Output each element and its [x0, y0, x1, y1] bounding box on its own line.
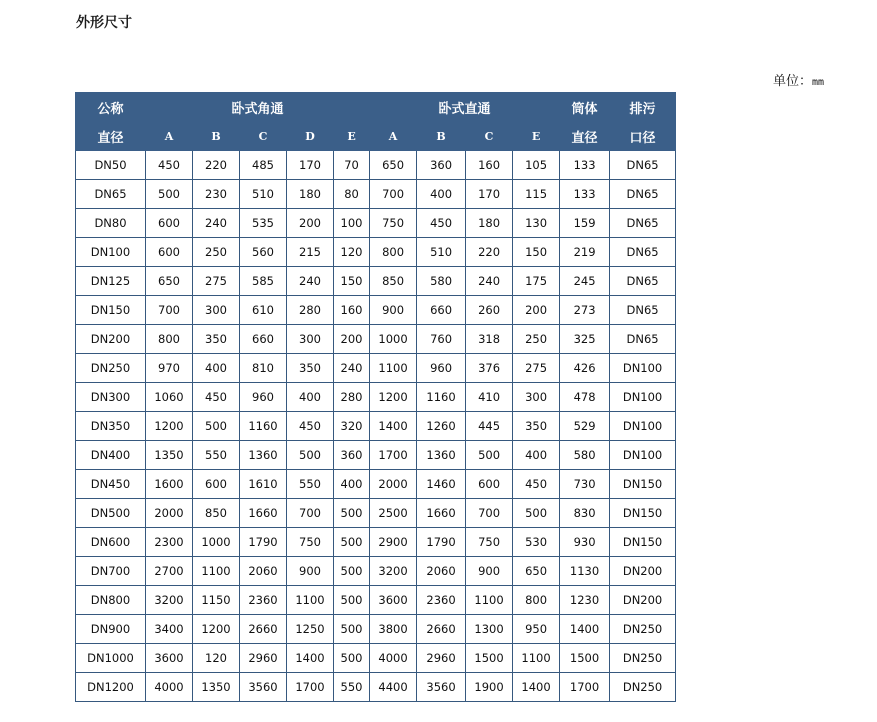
table-cell: 200 — [334, 325, 370, 354]
table-row — [76, 557, 676, 586]
table-cell: 450 — [287, 412, 334, 441]
table-cell: 900 — [466, 557, 513, 586]
table-cell: DN400 — [76, 441, 146, 470]
table-cell: 80 — [334, 180, 370, 209]
table-cell: 1400 — [287, 644, 334, 673]
table-cell: DN1000 — [76, 644, 146, 673]
table-cell: 160 — [334, 296, 370, 325]
table-cell: 550 — [287, 470, 334, 499]
table-cell: 2000 — [370, 470, 417, 499]
unit-label — [773, 70, 824, 89]
table-cell: 250 — [513, 325, 560, 354]
table-cell: DN100 — [610, 412, 676, 441]
table-cell: 2960 — [417, 644, 466, 673]
table-cell: 150 — [513, 238, 560, 267]
header-group-angle: 卧式角通 — [146, 93, 370, 122]
table-cell: 500 — [334, 586, 370, 615]
table-cell: 1160 — [417, 383, 466, 412]
table-cell: DN350 — [76, 412, 146, 441]
table-cell: 485 — [240, 151, 287, 180]
table-cell: 275 — [513, 354, 560, 383]
table-cell: 426 — [560, 354, 610, 383]
table-cell: 1260 — [417, 412, 466, 441]
header-barrel-diameter: 直径 — [560, 122, 610, 151]
table-cell: 660 — [240, 325, 287, 354]
table-cell: DN150 — [610, 528, 676, 557]
table-cell: 800 — [513, 586, 560, 615]
table-cell: 400 — [417, 180, 466, 209]
table-cell: 220 — [193, 151, 240, 180]
table-cell: 1200 — [146, 412, 193, 441]
table-cell: 273 — [560, 296, 610, 325]
table-row — [76, 325, 676, 354]
table-header — [76, 93, 676, 151]
table-cell: DN65 — [610, 267, 676, 296]
table-cell: 3800 — [370, 615, 417, 644]
dimension-table — [75, 92, 676, 702]
table-cell: DN50 — [76, 151, 146, 180]
table-cell: 2660 — [240, 615, 287, 644]
table-cell: 660 — [417, 296, 466, 325]
table-cell: 100 — [334, 209, 370, 238]
table-cell: 300 — [513, 383, 560, 412]
table-cell: 700 — [466, 499, 513, 528]
table-cell: 240 — [193, 209, 240, 238]
table-cell: 500 — [146, 180, 193, 209]
table-cell: DN65 — [610, 325, 676, 354]
table-cell: DN150 — [610, 499, 676, 528]
table-cell: 750 — [287, 528, 334, 557]
table-cell: 400 — [513, 441, 560, 470]
table-cell: 1600 — [146, 470, 193, 499]
table-cell: 500 — [334, 615, 370, 644]
table-cell: 1000 — [370, 325, 417, 354]
table-row — [76, 180, 676, 209]
table-row — [76, 296, 676, 325]
table-row — [76, 528, 676, 557]
table-cell: 215 — [287, 238, 334, 267]
table-cell: 700 — [146, 296, 193, 325]
table-cell: 1100 — [287, 586, 334, 615]
table-cell: 3200 — [146, 586, 193, 615]
table-cell: 70 — [334, 151, 370, 180]
table-cell: 1350 — [193, 673, 240, 702]
table-cell: 250 — [193, 238, 240, 267]
table-cell: 600 — [466, 470, 513, 499]
table-cell: 275 — [193, 267, 240, 296]
table-cell: 1900 — [466, 673, 513, 702]
table-cell: 133 — [560, 151, 610, 180]
table-cell: 220 — [466, 238, 513, 267]
table-cell: DN65 — [610, 238, 676, 267]
table-cell: 1460 — [417, 470, 466, 499]
table-cell: 750 — [370, 209, 417, 238]
table-cell: 1130 — [560, 557, 610, 586]
table-cell: 2360 — [240, 586, 287, 615]
table-cell: 410 — [466, 383, 513, 412]
table-cell: DN100 — [610, 441, 676, 470]
table-row — [76, 470, 676, 499]
table-row — [76, 238, 676, 267]
table-cell: 2360 — [417, 586, 466, 615]
table-row — [76, 267, 676, 296]
unit-label-text: 单位： — [773, 74, 813, 89]
table-cell: 560 — [240, 238, 287, 267]
table-row — [76, 499, 676, 528]
table-cell: 115 — [513, 180, 560, 209]
table-cell: 2000 — [146, 499, 193, 528]
table-cell: 160 — [466, 151, 513, 180]
table-cell: 4000 — [146, 673, 193, 702]
table-cell: 1660 — [417, 499, 466, 528]
unit-value: mm — [812, 77, 825, 88]
header-angle-c: C — [240, 122, 287, 151]
table-cell: 133 — [560, 180, 610, 209]
table-row — [76, 615, 676, 644]
table-cell: 1500 — [466, 644, 513, 673]
table-cell: 130 — [513, 209, 560, 238]
table-cell: 478 — [560, 383, 610, 412]
table-cell: 4000 — [370, 644, 417, 673]
table-cell: 1360 — [240, 441, 287, 470]
header-straight-c: C — [466, 122, 513, 151]
table-cell: DN65 — [610, 151, 676, 180]
table-cell: 580 — [417, 267, 466, 296]
table-row — [76, 151, 676, 180]
header-drain-size: 口径 — [610, 122, 676, 151]
table-cell: 180 — [466, 209, 513, 238]
table-cell: 1790 — [240, 528, 287, 557]
table-body — [76, 151, 676, 702]
table-cell: 3400 — [146, 615, 193, 644]
table-cell: 650 — [146, 267, 193, 296]
table-cell: 500 — [334, 644, 370, 673]
table-cell: 600 — [193, 470, 240, 499]
table-cell: 1400 — [513, 673, 560, 702]
table-cell: 300 — [193, 296, 240, 325]
table-cell: 700 — [370, 180, 417, 209]
header-nominal: 公称 — [76, 93, 146, 122]
table-cell: 240 — [466, 267, 513, 296]
table-cell: 3600 — [146, 644, 193, 673]
table-cell: 318 — [466, 325, 513, 354]
table-cell: 1000 — [193, 528, 240, 557]
table-cell: 510 — [240, 180, 287, 209]
table-cell: 159 — [560, 209, 610, 238]
table-cell: 850 — [370, 267, 417, 296]
table-cell: DN80 — [76, 209, 146, 238]
table-cell: DN500 — [76, 499, 146, 528]
header-row-columns — [76, 122, 676, 151]
table-cell: 105 — [513, 151, 560, 180]
table-cell: 240 — [287, 267, 334, 296]
table-cell: DN250 — [610, 673, 676, 702]
table-cell: 800 — [370, 238, 417, 267]
table-cell: 1160 — [240, 412, 287, 441]
table-cell: 930 — [560, 528, 610, 557]
table-cell: 400 — [193, 354, 240, 383]
table-cell: 1150 — [193, 586, 240, 615]
table-cell: 300 — [287, 325, 334, 354]
table-cell: 1790 — [417, 528, 466, 557]
table-cell: 320 — [334, 412, 370, 441]
table-cell: 500 — [334, 499, 370, 528]
table-row — [76, 673, 676, 702]
header-angle-a: A — [146, 122, 193, 151]
table-cell: DN900 — [76, 615, 146, 644]
table-cell: 900 — [370, 296, 417, 325]
table-cell: 150 — [334, 267, 370, 296]
table-cell: 500 — [334, 528, 370, 557]
table-cell: 445 — [466, 412, 513, 441]
table-cell: 350 — [193, 325, 240, 354]
table-cell: 1660 — [240, 499, 287, 528]
table-cell: 280 — [287, 296, 334, 325]
table-cell: 700 — [287, 499, 334, 528]
table-cell: 450 — [513, 470, 560, 499]
table-cell: 2300 — [146, 528, 193, 557]
table-cell: 1060 — [146, 383, 193, 412]
table-cell: 3200 — [370, 557, 417, 586]
table-cell: 219 — [560, 238, 610, 267]
table-cell: 500 — [287, 441, 334, 470]
table-cell: 376 — [466, 354, 513, 383]
table-cell: 810 — [240, 354, 287, 383]
table-row — [76, 354, 676, 383]
table-cell: 260 — [466, 296, 513, 325]
table-cell: 500 — [513, 499, 560, 528]
header-drain: 排污 — [610, 93, 676, 122]
table-cell: 600 — [146, 238, 193, 267]
table-cell: 970 — [146, 354, 193, 383]
header-group-straight: 卧式直通 — [370, 93, 560, 122]
table-cell: DN200 — [76, 325, 146, 354]
table-cell: 170 — [287, 151, 334, 180]
table-cell: DN800 — [76, 586, 146, 615]
table-cell: 1200 — [370, 383, 417, 412]
table-cell: 245 — [560, 267, 610, 296]
table-cell: 1300 — [466, 615, 513, 644]
table-cell: DN65 — [76, 180, 146, 209]
table-cell: 580 — [560, 441, 610, 470]
table-cell: DN250 — [76, 354, 146, 383]
table-cell: 500 — [193, 412, 240, 441]
table-cell: 500 — [466, 441, 513, 470]
table-cell: 350 — [513, 412, 560, 441]
table-cell: 280 — [334, 383, 370, 412]
table-cell: DN250 — [610, 615, 676, 644]
table-cell: 2960 — [240, 644, 287, 673]
table-cell: DN100 — [76, 238, 146, 267]
table-cell: 500 — [334, 557, 370, 586]
table-cell: DN100 — [610, 383, 676, 412]
header-nominal-diameter: 直径 — [76, 122, 146, 151]
table-cell: DN150 — [76, 296, 146, 325]
table-cell: 550 — [334, 673, 370, 702]
header-angle-d: D — [287, 122, 334, 151]
table-cell: DN200 — [610, 557, 676, 586]
table-cell: 200 — [287, 209, 334, 238]
table-cell: 2060 — [417, 557, 466, 586]
table-cell: 120 — [193, 644, 240, 673]
table-cell: DN65 — [610, 296, 676, 325]
table-cell: 1100 — [513, 644, 560, 673]
table-cell: 1500 — [560, 644, 610, 673]
table-cell: 600 — [146, 209, 193, 238]
table-cell: 610 — [240, 296, 287, 325]
table-cell: 510 — [417, 238, 466, 267]
table-cell: 1230 — [560, 586, 610, 615]
table-cell: DN600 — [76, 528, 146, 557]
table-cell: 1350 — [146, 441, 193, 470]
table-cell: 2700 — [146, 557, 193, 586]
header-barrel: 筒体 — [560, 93, 610, 122]
table-cell: 1610 — [240, 470, 287, 499]
table-cell: 400 — [287, 383, 334, 412]
table-cell: 360 — [417, 151, 466, 180]
table-cell: 950 — [513, 615, 560, 644]
table-cell: 180 — [287, 180, 334, 209]
page-title: 外形尺寸 — [76, 15, 132, 31]
table-cell: 1700 — [287, 673, 334, 702]
table-cell: 650 — [513, 557, 560, 586]
table-cell: 1700 — [370, 441, 417, 470]
table-cell: 1360 — [417, 441, 466, 470]
table-cell: 120 — [334, 238, 370, 267]
table-cell: DN65 — [610, 209, 676, 238]
header-angle-e: E — [334, 122, 370, 151]
table-cell: 530 — [513, 528, 560, 557]
header-angle-b: B — [193, 122, 240, 151]
table-row — [76, 586, 676, 615]
table-cell: 325 — [560, 325, 610, 354]
header-row-groups — [76, 93, 676, 122]
table-cell: 800 — [146, 325, 193, 354]
table-cell: 550 — [193, 441, 240, 470]
table-cell: 400 — [334, 470, 370, 499]
table-cell: 535 — [240, 209, 287, 238]
table-cell: 1100 — [193, 557, 240, 586]
table-cell: 650 — [370, 151, 417, 180]
table-cell: 1100 — [466, 586, 513, 615]
table-cell: DN200 — [610, 586, 676, 615]
table-cell: 1700 — [560, 673, 610, 702]
table-cell: 1100 — [370, 354, 417, 383]
table-cell: 360 — [334, 441, 370, 470]
header-straight-b: B — [417, 122, 466, 151]
table-cell: DN450 — [76, 470, 146, 499]
table-row — [76, 209, 676, 238]
table-cell: 2900 — [370, 528, 417, 557]
header-straight-a: A — [370, 122, 417, 151]
table-cell: 350 — [287, 354, 334, 383]
table-cell: 240 — [334, 354, 370, 383]
table-cell: 529 — [560, 412, 610, 441]
table-cell: 3560 — [240, 673, 287, 702]
header-straight-e: E — [513, 122, 560, 151]
table-cell: 1250 — [287, 615, 334, 644]
table-cell: 1200 — [193, 615, 240, 644]
table-cell: DN250 — [610, 644, 676, 673]
table-cell: 4400 — [370, 673, 417, 702]
table-cell: 175 — [513, 267, 560, 296]
table-cell: 2060 — [240, 557, 287, 586]
table-cell: 3560 — [417, 673, 466, 702]
table-cell: 450 — [417, 209, 466, 238]
table-cell: 750 — [466, 528, 513, 557]
table-cell: 850 — [193, 499, 240, 528]
table-cell: DN1200 — [76, 673, 146, 702]
table-row — [76, 644, 676, 673]
table-cell: DN700 — [76, 557, 146, 586]
table-cell: DN300 — [76, 383, 146, 412]
table-cell: 900 — [287, 557, 334, 586]
table-cell: DN125 — [76, 267, 146, 296]
table-cell: 830 — [560, 499, 610, 528]
table-cell: 450 — [193, 383, 240, 412]
table-row — [76, 383, 676, 412]
table-cell: 450 — [146, 151, 193, 180]
table-cell: 960 — [417, 354, 466, 383]
table-cell: DN65 — [610, 180, 676, 209]
table-cell: 960 — [240, 383, 287, 412]
table-cell: 1400 — [370, 412, 417, 441]
table-cell: 2660 — [417, 615, 466, 644]
table-row — [76, 412, 676, 441]
table-cell: 2500 — [370, 499, 417, 528]
table-cell: 200 — [513, 296, 560, 325]
table-cell: 3600 — [370, 586, 417, 615]
table-cell: 1400 — [560, 615, 610, 644]
table-cell: DN150 — [610, 470, 676, 499]
table-cell: 730 — [560, 470, 610, 499]
table-cell: DN100 — [610, 354, 676, 383]
table-row — [76, 441, 676, 470]
table-cell: 760 — [417, 325, 466, 354]
table-cell: 230 — [193, 180, 240, 209]
table-cell: 170 — [466, 180, 513, 209]
table-cell: 585 — [240, 267, 287, 296]
